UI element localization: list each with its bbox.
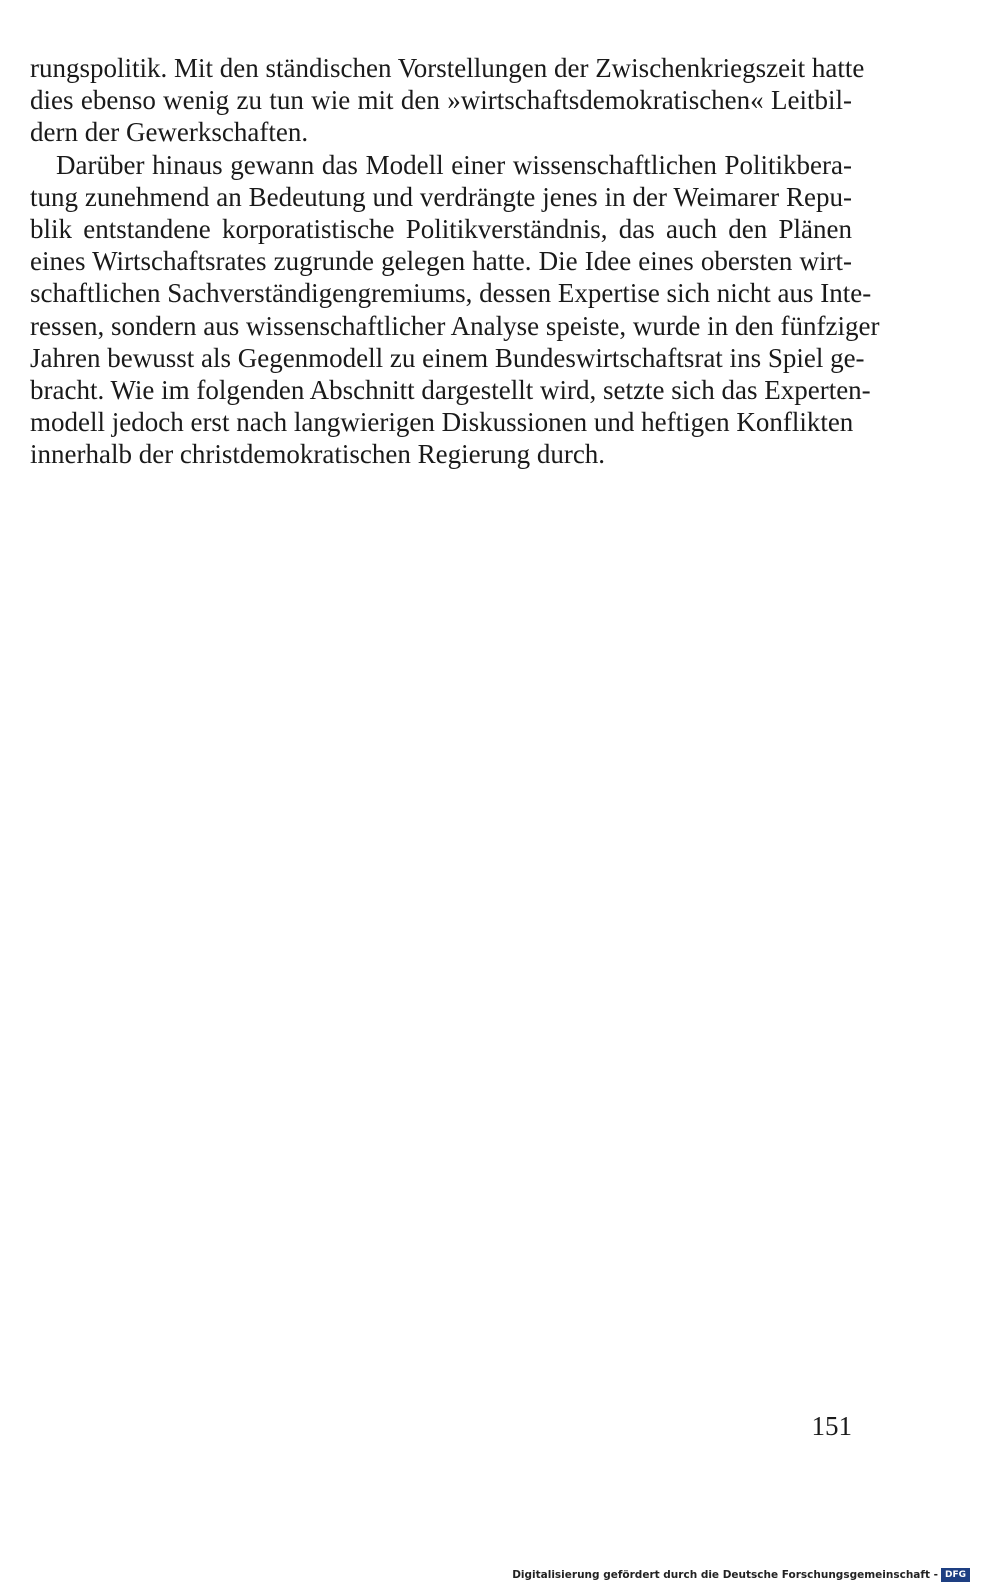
text-line: dies ebenso wenig zu tun wie mit den »wirtschaftsdemokratischen« Leitbil- bbox=[30, 85, 852, 116]
digitization-footer bbox=[512, 1566, 970, 1584]
text-line: innerhalb der christdemokratischen Regierung durch. bbox=[30, 439, 606, 470]
footer-text: Digitalisierung gefördert durch die Deutsche Forschungsgemeinschaft - bbox=[512, 1569, 938, 1581]
text-line: ressen, sondern aus wissenschaftlicher Analyse speiste, wurde in den fünfziger bbox=[30, 310, 880, 341]
text-line: eines Wirtschaftsrates zugrunde gelegen hatte. Die Idee eines obersten wirt- bbox=[30, 246, 852, 277]
text-line: blik entstandene korporatistische Politikverständnis, das auch den Plänen bbox=[30, 213, 852, 244]
text-line: Jahren bewusst als Gegenmodell zu einem Bundeswirtschaftsrat ins Spiel ge- bbox=[30, 342, 865, 373]
text-line: tung zunehmend an Bedeutung und verdrängte jenes in der Weimarer Repu- bbox=[30, 181, 852, 212]
text-line: modell jedoch erst nach langwierigen Diskussionen und heftigen Konflikten bbox=[30, 407, 854, 438]
text-line: schaftlichen Sachverständigengremiums, dessen Expertise sich nicht aus Inte- bbox=[30, 278, 872, 309]
page-number: 151 bbox=[811, 1411, 852, 1441]
body-text bbox=[30, 52, 880, 470]
text-line: rungspolitik. Mit den ständischen Vorstellungen der Zwischenkriegszeit hatte bbox=[30, 53, 865, 83]
text-line: Darüber hinaus gewann das Modell einer wissenschaftlichen Politikbera- bbox=[56, 149, 852, 180]
text-line: dern der Gewerkschaften. bbox=[30, 117, 309, 148]
text-line: bracht. Wie im folgenden Abschnitt dargestellt wird, setzte sich das Experten- bbox=[30, 374, 871, 405]
dfg-logo-icon: DFG bbox=[941, 1568, 970, 1582]
